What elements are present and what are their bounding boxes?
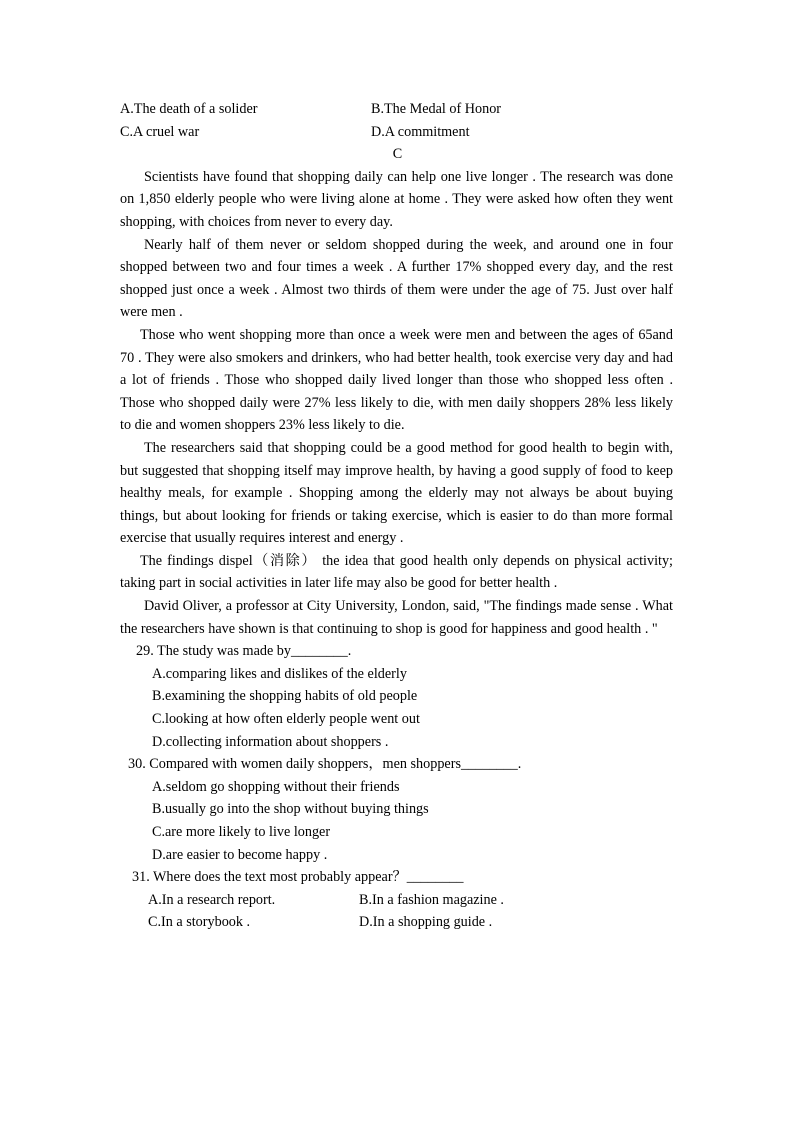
question-30-option-b: B.usually go into the shop without buying things [152,801,429,818]
question-29-stem: 29. The study was made by________. [136,643,352,660]
question-29-option-a: A.comparing likes and dislikes of the elderly [152,665,407,682]
question-31-option-a: A.In a research report. [148,891,276,908]
exam-page [120,98,673,934]
prev-option-d: D.A commitment [371,123,470,140]
question-29-option-c: C.looking at how often elderly people went out [152,711,420,728]
question-31-options-row-1 [120,889,673,912]
prev-option-b: B.The Medal of Honor [371,101,502,117]
passage-paragraph-5: The findings dispel（消除） the idea that good health only depends on physical activity; taking part in social activities in later life may also be good for better health . [120,552,673,592]
question-30-option-c: C.are more likely to live longer [152,824,331,840]
passage-paragraph-1: Scientists have found that shopping daily can help one live longer . The research was done on 1,850 elderly people who were living alone at home . They were asked how often they went shopping, with choices from never to every day. [120,168,673,230]
passage-paragraph-3: Those who went shopping more than once a week were men and between the ages of 65and 70 . They were also smokers and drinkers, who had better health, took exercise very day and had a lot of friends . Those who shopped daily lived longer than those who shopped less often . Those who shopped daily were 27% less likely to die, with men daily shoppers 28% less likely to die and women shoppers 23% less likely to die. [120,326,673,434]
question-31-option-d: D.In a shopping guide . [359,914,493,931]
section-heading: C [392,146,403,163]
question-29-option-d: D.collecting information about shoppers . [152,733,389,750]
prev-options-row-2 [120,121,673,144]
question-31-option-c: C.In a storybook . [148,914,251,931]
question-30-option-a: A.seldom go shopping without their friends [152,778,400,795]
prev-options-row-1 [120,98,673,121]
question-29-option-b: B.examining the shopping habits of old people [152,688,418,705]
question-31-stem: 31. Where does the text most probably appear？________ [132,869,464,886]
prev-option-a: A.The death of a solider [120,101,258,117]
question-31-option-b: B.In a fashion magazine . [359,891,504,908]
passage-paragraph-6: David Oliver, a professor at City University, London, said, "The findings made sense . What the researchers have shown is that continuing to shop is good for happiness and good health . " [120,598,673,637]
question-31-options-row-2 [120,911,673,934]
question-30-option-d: D.are easier to become happy . [152,846,328,863]
prev-option-c: C.A cruel war [120,123,200,140]
passage-paragraph-2: Nearly half of them never or seldom shopped during the week, and around one in four shopped between two and four times a week . A further 17% shopped every day, and the rest shopped just once a week . Almost two thirds of them were under the age of 75. Just over half were men . [120,236,673,321]
passage-paragraph-4: The researchers said that shopping could be a good method for good health to begin with, but suggested that shopping itself may improve health, by having a good supply of food to keep healthy meals, for example . Shopping among the elderly may not always be about buying things, but about looking for friends or taking exercise, which is easier to do than more formal exercise that usually requires interest and energy . [120,439,673,547]
question-30-stem: 30. Compared with women daily shoppers，men shoppers________. [128,756,522,773]
